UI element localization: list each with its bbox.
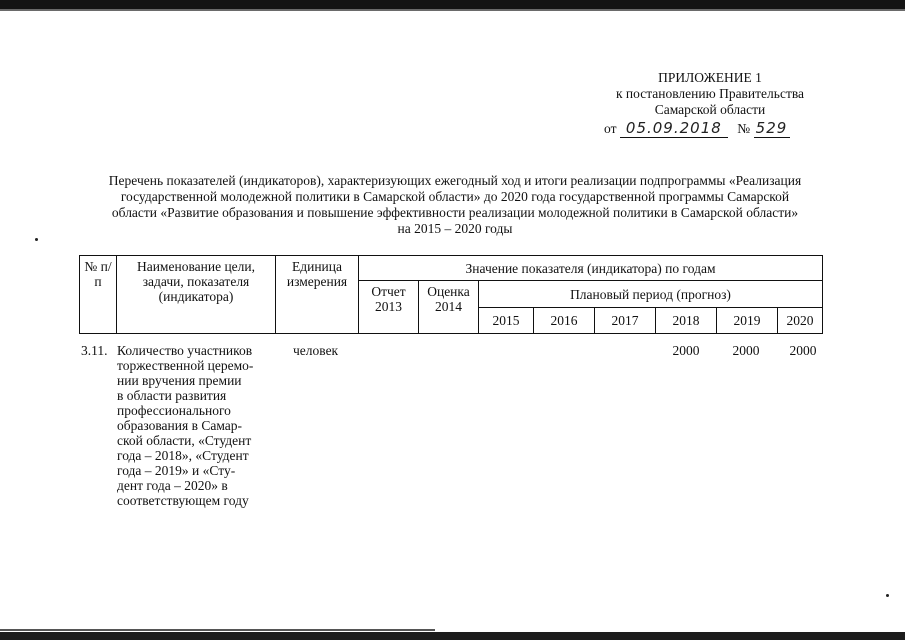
- scan-speck: [35, 238, 38, 241]
- header-values: Значение показателя (индикатора) по годам: [359, 256, 823, 281]
- header-plan-period: Плановый период (прогноз): [479, 281, 823, 308]
- handwritten-date: 05.09.2018: [625, 119, 722, 137]
- row-unit: человек: [293, 343, 339, 358]
- from-prefix: от: [604, 121, 617, 136]
- row-value-2019: 2000: [732, 343, 760, 358]
- appendix-region-line: Самарской области: [654, 102, 766, 117]
- name-line: соответствующем году: [117, 493, 249, 508]
- scan-bottom-border: [0, 632, 905, 640]
- title-line-4: на 2015 – 2020 годы: [397, 221, 513, 236]
- handwritten-number: 529: [755, 119, 788, 137]
- title-line-1: Перечень показателей (индикаторов), характеризующих ежегодный ход и итоги реализации подпрограммы «Реализация: [108, 173, 802, 188]
- header-name: Наименование цели, задачи, показателя (индикатора): [117, 256, 276, 334]
- row-value-2020: 2000: [789, 343, 817, 358]
- number-label: №: [737, 121, 751, 136]
- name-line: дент года – 2020» в: [117, 478, 228, 493]
- header-year-2015: 2015: [479, 308, 534, 334]
- document-title: [60, 173, 850, 237]
- scan-top-border: [0, 0, 905, 9]
- row-number: 3.11.: [81, 343, 108, 358]
- header-year-2020: 2020: [778, 308, 823, 334]
- row-indicator-name: [117, 343, 277, 508]
- header-unit: Единица измерения: [276, 256, 359, 334]
- header-year-2018: 2018: [656, 308, 717, 334]
- appendix-decree-line: к постановлению Правительства: [615, 86, 805, 101]
- title-line-3: области «Развитие образования и повышение эффективности реализации молодежной политики в Самарской области»: [111, 205, 799, 220]
- name-line: торжественной церемо-: [117, 358, 254, 373]
- name-line: года – 2019» и «Сту-: [117, 463, 236, 478]
- decree-date-line: [604, 120, 790, 138]
- name-line: образования в Самар-: [117, 418, 243, 433]
- header-year-2017: 2017: [595, 308, 656, 334]
- appendix-block: [560, 70, 860, 118]
- header-estimate-2014: Оценка 2014: [419, 281, 479, 334]
- name-line: Количество участников: [117, 343, 253, 358]
- header-num: № п/п: [80, 256, 117, 334]
- scan-bottom-border-edge: [0, 629, 435, 631]
- number-field: [754, 120, 790, 138]
- name-line: ской области, «Студент: [117, 433, 252, 448]
- header-report-2013: Отчет 2013: [359, 281, 419, 334]
- indicator-table-header: [79, 255, 823, 334]
- name-line: в области развития: [117, 388, 227, 403]
- name-line: нии вручения премии: [117, 373, 242, 388]
- title-line-2: государственной молодежной политики в Самарской области» до 2020 года государственной программы Самарской: [120, 189, 790, 204]
- name-line: года – 2018», «Студент: [117, 448, 249, 463]
- header-year-2019: 2019: [717, 308, 778, 334]
- date-field: [620, 120, 728, 138]
- row-value-2018: 2000: [672, 343, 700, 358]
- appendix-title: ПРИЛОЖЕНИЕ 1: [658, 70, 762, 85]
- scan-speck: [886, 594, 889, 597]
- name-line: профессионального: [117, 403, 231, 418]
- header-year-2016: 2016: [534, 308, 595, 334]
- scan-top-border-edge: [0, 9, 905, 11]
